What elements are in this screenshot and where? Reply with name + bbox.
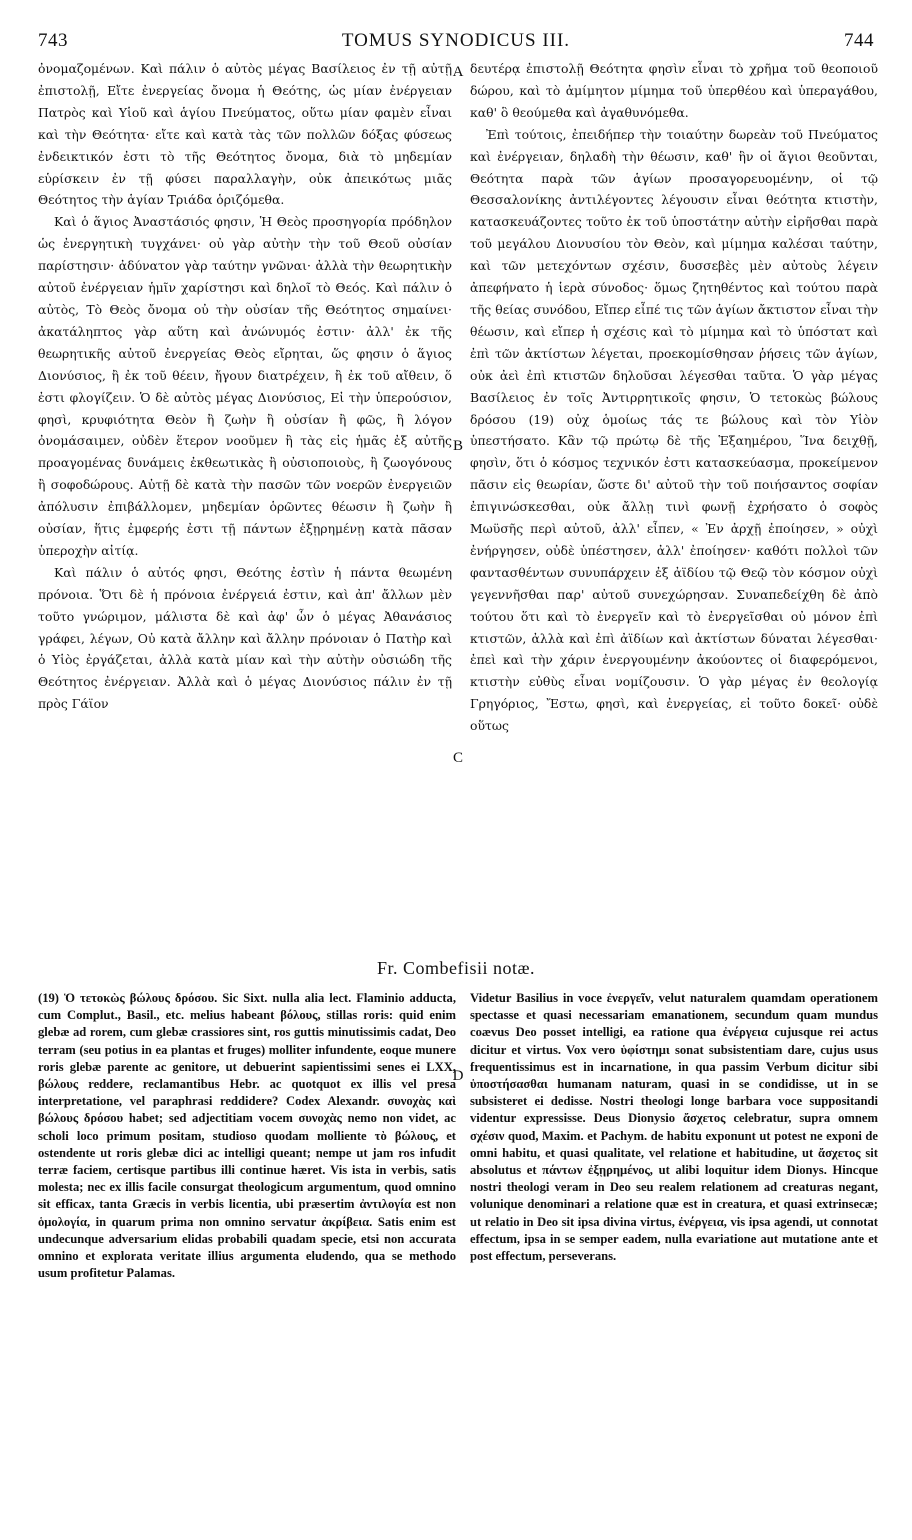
- running-title: TOMUS SYNODICUS III.: [341, 30, 571, 51]
- paragraph: Ἐπὶ τούτοις, ἐπειδήπερ τὴν τοιαύτην δωρεὰν τοῦ Πνεύματος καὶ ἐνέργειαν, δηλαδὴ τὴν θέωσιν, καθ' ἣν οἱ ἅγιοι θεοῦνται, Θεότητα παρὰ τῶν ἁγίων προσαγορευομένην, οἱ τῷ Θεσσαλονίκης ἀντιλέγοντες λέγουσιν εἶναι θεότητα κτιστὴν, κατασκευάζοντες τοῦτο ἐκ τοῦ ὑποστάτην αὐτὴν εἰρῆσθαι παρὰ τοῦ μεγάλου Διονυσίου τὸν Θεὸν, καὶ μίμημα καλέσαι ταύτην, καὶ τῶν μετεχόντων σχέσιν, δυσσεβὲς μὲν αὐτοὺς λέγειν ἀπεφήνατο ἡ ἱερὰ σύνοδος· ὅμως ζητηθέντος καὶ τούτου παρὰ τῆς θείας συνόδου, Εἴπερ εἶπέ τις τῶν ἁγίων ἄκτιστον εἶναι τὴν θέωσιν, καὶ εἴπερ ἡ σχέσις καὶ τὸ μίμημα καὶ τὸ ὑπόστατ καὶ ἐπὶ τῶν ἀκτίστων λέγεται, προεκομίσθησαν ῥήσεις τῶν ἁγίων, οὐκ ἀεὶ ἐπὶ κτιστῶν δηλοῦσαι λέγεσθαι ταῦτα. Ὁ γὰρ μέγας Βασίλειος ἐν τοῖς Ἀντιρρητικοῖς φησιν, Ὁ τετοκὼς βώλους δρόσου (19) οὐχ ὁμοίως τάς τε βώλους καὶ τὸν Υἱὸν ὑπεστήσατο. Κἂν τῷ πρώτῳ δὲ τῆς Ἑξαημέρου, Ἵνα δειχθῇ, φησὶν, ὅτι ὁ κόσμος τεχνικόν ἐστι κατασκεύασμα, προκείμενον πᾶσιν εἰς θεωρίαν, ὥστε δι' αὐτοῦ τὴν τοῦ ποιήσαντος σοφίαν ἐπιγινώσκεσθαι, οὐκ ἄλλῃ τινὶ φωνῇ ἐχρήσατο ὁ σοφὸς Μωϋσῆς περὶ αὐτοῦ, ἀλλ' εἶπεν, « Ἐν ἀρχῇ ἐποίησεν, » οὐχὶ ἐνήργησεν, οὐδὲ ὑπέστησεν, ἀλλ' ἐποίησεν· καθότι πολλοὶ τῶν φαντασθέντων συνυπάρχειν ἐξ ἀϊδίου τῷ Θεῷ τὸν κόσμον οὐχὶ γεγεννῆσθαι παρ' αὐτοῦ συνεχώρησαν. Συναπεδείχθη δὲ ἀπὸ τούτου ὅτι καὶ τὸ ἐνεργεῖν καὶ τὸ ἐνεργεῖσθαι οὐ μόνον ἐπὶ κτιστῶν, ἀλλὰ καὶ ἐπὶ ἀϊδίων καὶ ἀκτίστων δύναται λέγεσθαι· ἐπεὶ καὶ τὴν χάριν ἐνεργουμένην ἀκούοντες οἱ διαφερόμενοι, κτιστὴν εὐθὺς εἶναι νομίζουσιν. Ὁ γὰρ μέγας ἐν θεολογίᾳ Γρηγόριος, Ἔστω, φησὶ, καὶ ἐνεργείας, εἰ τοῦτο δοκεῖ· οὐδὲ οὕτως: [470, 126, 878, 734]
- paragraph: Καὶ πάλιν ὁ αὐτός φησι, Θεότης ἐστὶν ἡ πάντα θεωμένη πρόνοια. Ὅτι δὲ ἡ πρόνοια ἐνέργειά ἐστιν, καὶ ἀπ' ἄλλων μὲν τοῦτο γνώριμον, μάλιστα δὲ καὶ ἀφ' ὧν ὁ μέγας Ἀθανάσιος γράφει, λέγων, Οὐ κατὰ ἄλλην καὶ ἄλλην πρόνοιαν ὁ Πατὴρ καὶ ὁ Υἱὸς ἐργάζεται, ἀλλὰ κατὰ μίαν καὶ τὴν αὐτὴν οὐσιώδη τῆς Θεότητος ἐνέργειαν. Ἀλλὰ καὶ ὁ μέγας Διονύσιος πάλιν ἐν τῇ πρὸς Γάϊον: [38, 564, 452, 712]
- margin-letter-c: C: [452, 750, 463, 766]
- paragraph: Καὶ ὁ ἅγιος Ἀναστάσιός φησιν, Ἡ Θεὸς προσηγορία πρόδηλον ὡς ἐνεργητικὴ τυγχάνει· οὐ γὰρ αὐτὴν τὴν τοῦ Θεοῦ οὐσίαν παρίστησιν· ἀδύνατον γὰρ ταύτην γνῶναι· ἀλλὰ τὴν θεωρητικὴν αὐτοῦ ἐνέργειαν ἡμῖν χαρίστησι καὶ δηλοῖ τὸ Θεός. Καὶ πάλιν ὁ αὐτὸς, Τὸ Θεὸς ὄνομα οὐ τὴν οὐσίαν τῆς Θεότητος σημαίνει· ἀκατάληπτος γὰρ αὕτη καὶ ἀνώνυμός ἐστιν· ἀλλ' ἐκ τῆς θεωρητικῆς αὐτοῦ ἐνεργείας Θεὸς εἴρηται, ὥς φησιν ὁ ἅγιος Διονύσιος, ἢ ἐκ τοῦ θέειν, ἤγουν διατρέχειν, ἢ ἐκ τοῦ αἴθειν, ὅ ἐστι φλογίζειν. Ὁ δὲ αὐτὸς μέγας Διονύσιος, Εἰ τὴν ὑπερούσιον, φησὶ, κρυφιότητα Θεὸν ἢ ζωὴν ἢ οὐσίαν ἢ φῶς, ἢ λόγον ὀνομάσαιμεν, οὐδὲν ἕτερον νοοῦμεν ἢ τὰς εἰς ἡμᾶς ἐξ αὐτῆς προαγομένας δυνάμεις ἐκθεωτικὰς ἢ οὐσιοποιοὺς, ἢ ζωογόνους ἢ σοφοδώρους. Αὐτῇ δὲ κατὰ τὴν πασῶν τῶν νοερῶν ἐνεργειῶν ἀπόλυσιν ἐπιβάλλομεν, μηδεμίαν ὁρῶντες θέωσιν ἢ ζωὴν ἢ οὐσίαν, ἥτις ἐμφερής ἐστι τῇ πάντων ἐξῃρημένῃ κατὰ πᾶσαν ὑπεροχὴν αἰτίᾳ.: [38, 214, 452, 558]
- notes-column-right: [470, 990, 878, 1518]
- notes-column-left: [38, 990, 456, 1518]
- page-number-right: 744: [843, 30, 874, 51]
- margin-letter-b: B: [452, 438, 463, 454]
- paragraph: ὀνομαζομένων. Καὶ πάλιν ὁ αὐτὸς μέγας Βασίλειος ἐν τῇ αὐτῇ ἐπιστολῇ, Εἴτε ἐνεργείας ὄνομα ἡ Θεότης, ὡς μίαν ἐνέργειαν Πατρὸς καὶ Υἱοῦ καὶ ἁγίου Πνεύματος, οὕτω μίαν φαμὲν εἶναι καὶ τὴν Θεότητα· εἴτε καὶ κατὰ τὰς τῶν πολλῶν δόξας φύσεως ἐνδεικτικόν ἐστι τὸ τῆς Θεότητος ὄνομα, διὰ τὸ μηδεμίαν εὑρίσκειν ἐν τῇ φύσει παραλλαγὴν, οὐκ ἀπεικότως μιᾶς Θεότητος τὴν ἁγίαν Τριάδα ὁριζόμεθα.: [38, 61, 452, 208]
- page-number-left: 743: [38, 30, 68, 51]
- greek-column-left: [38, 58, 452, 944]
- running-head: [38, 30, 874, 54]
- margin-letter-a: A: [452, 64, 464, 80]
- note-text: Videtur Basilius in voce ἐνεργεῖν, velut naturalem quamdam operationem spectasse et quasi necessariam emanationem, secundum quam mundus coævus Deo posset intelligi, ea ratione qua ἐνέργεια cujusque rei actus dicitur et virtus. Vox vero ὑφίστημι sonat subsistentiam dare, cujus usus frequentissimus est in incarnatione, in qua passim Verbum dicitur sibi ὑποστήσασθαι humanam naturam, quasi in se condidisse, ut in se subsisteret ei dedisse. Nostri theologi longe barbara voce suppositandi videntur expressisse. Deus Dionysio ἄσχετος celebratur, supra omnem σχέσιν quod, Maxim. et Pachym. de habitu exponunt ut potest ne exponi de omni habitu, et quasi qualitate, vel relatione et habitudine, ut ἄσχετος sit absolutus et πάντων ἐξῃρημένος, ut alibi loquitur idem Dionys. Hincque nostri theologi veram in Deo seu realem relationem ad creaturas negant, volunique denominari a relatione quæ est in creatura, et quasi extrinsecæ; ut relatio in Deo sit ipsa divina virtus, ἐνέργεια, vis ipsa agendi, ut connotat effectum, ipsa in se semper eadem, nulla evariatione aut mutatione ante et post effectum, perseverans.: [470, 991, 878, 1264]
- note-text: (19) Ὁ τετοκὼς βώλους δρόσου. Sic Sixt. nulla alia lect. Flaminio adducta, cum Complut., Basil., etc. melius habeant βόλους, stillas roris: quid enim glebæ ad rorem, cum glebæ crassiores sint, ros guttis minutissimis cadat, Deo terram (seu potius in ea plantas et fruges) molliter infundente, eoque munere roris glebæ parente ac genitore, ut debuerint sapientissimi senes ei LXX, βώλους reddere, reclamantibus Hebr. ac quotquot ex illis vel presa interpretatione, vel paraphrasi reddidere? Codex Alexandr. συνοχὰς καὶ βώλους δρόσου habet; sed adjectitiam vocem συνοχὰς nemo non videt, ac scholi loco primum positam, studioso quodam molliente τὸ βώλους, et ostendente ut roris glebæ dici ac intelligi queant; nempe ut jam ros infudit terræ faciem, certisque partibus illi continue hæret. Vis ista in verbis, satis molesta; nec ex illis facile consurgat theologicum argumentum, quod omnino sit efficax, tanta Græcis in verbis licentia, ubi præsertim ἀντιλογία est non ὁμολογία, in quarum prima non omnino servatur ἀκρίβεια. Satis enim est undecunque adversarium elidas probabili quadam specie, etsi non accurata omnino et explorata veritate illius argumenta eludendo, qua se methodo usum profitetur Palamas.: [38, 991, 456, 1281]
- notes-heading: Fr. Combefisii notæ.: [376, 958, 536, 978]
- greek-column-right: [470, 58, 878, 944]
- margin-letter-d: D: [452, 1068, 464, 1084]
- paragraph: δευτέρᾳ ἐπιστολῇ Θεότητα φησὶν εἶναι τὸ χρῆμα τοῦ θεοποιοῦ δώρου, καὶ τὸ ἀμίμητον μίμημα τοῦ ὑπερθέου καὶ ὑπεραγάθου, καθ' ὃ θεούμεθα καὶ ἀγαθυνόμεθα.: [470, 61, 878, 120]
